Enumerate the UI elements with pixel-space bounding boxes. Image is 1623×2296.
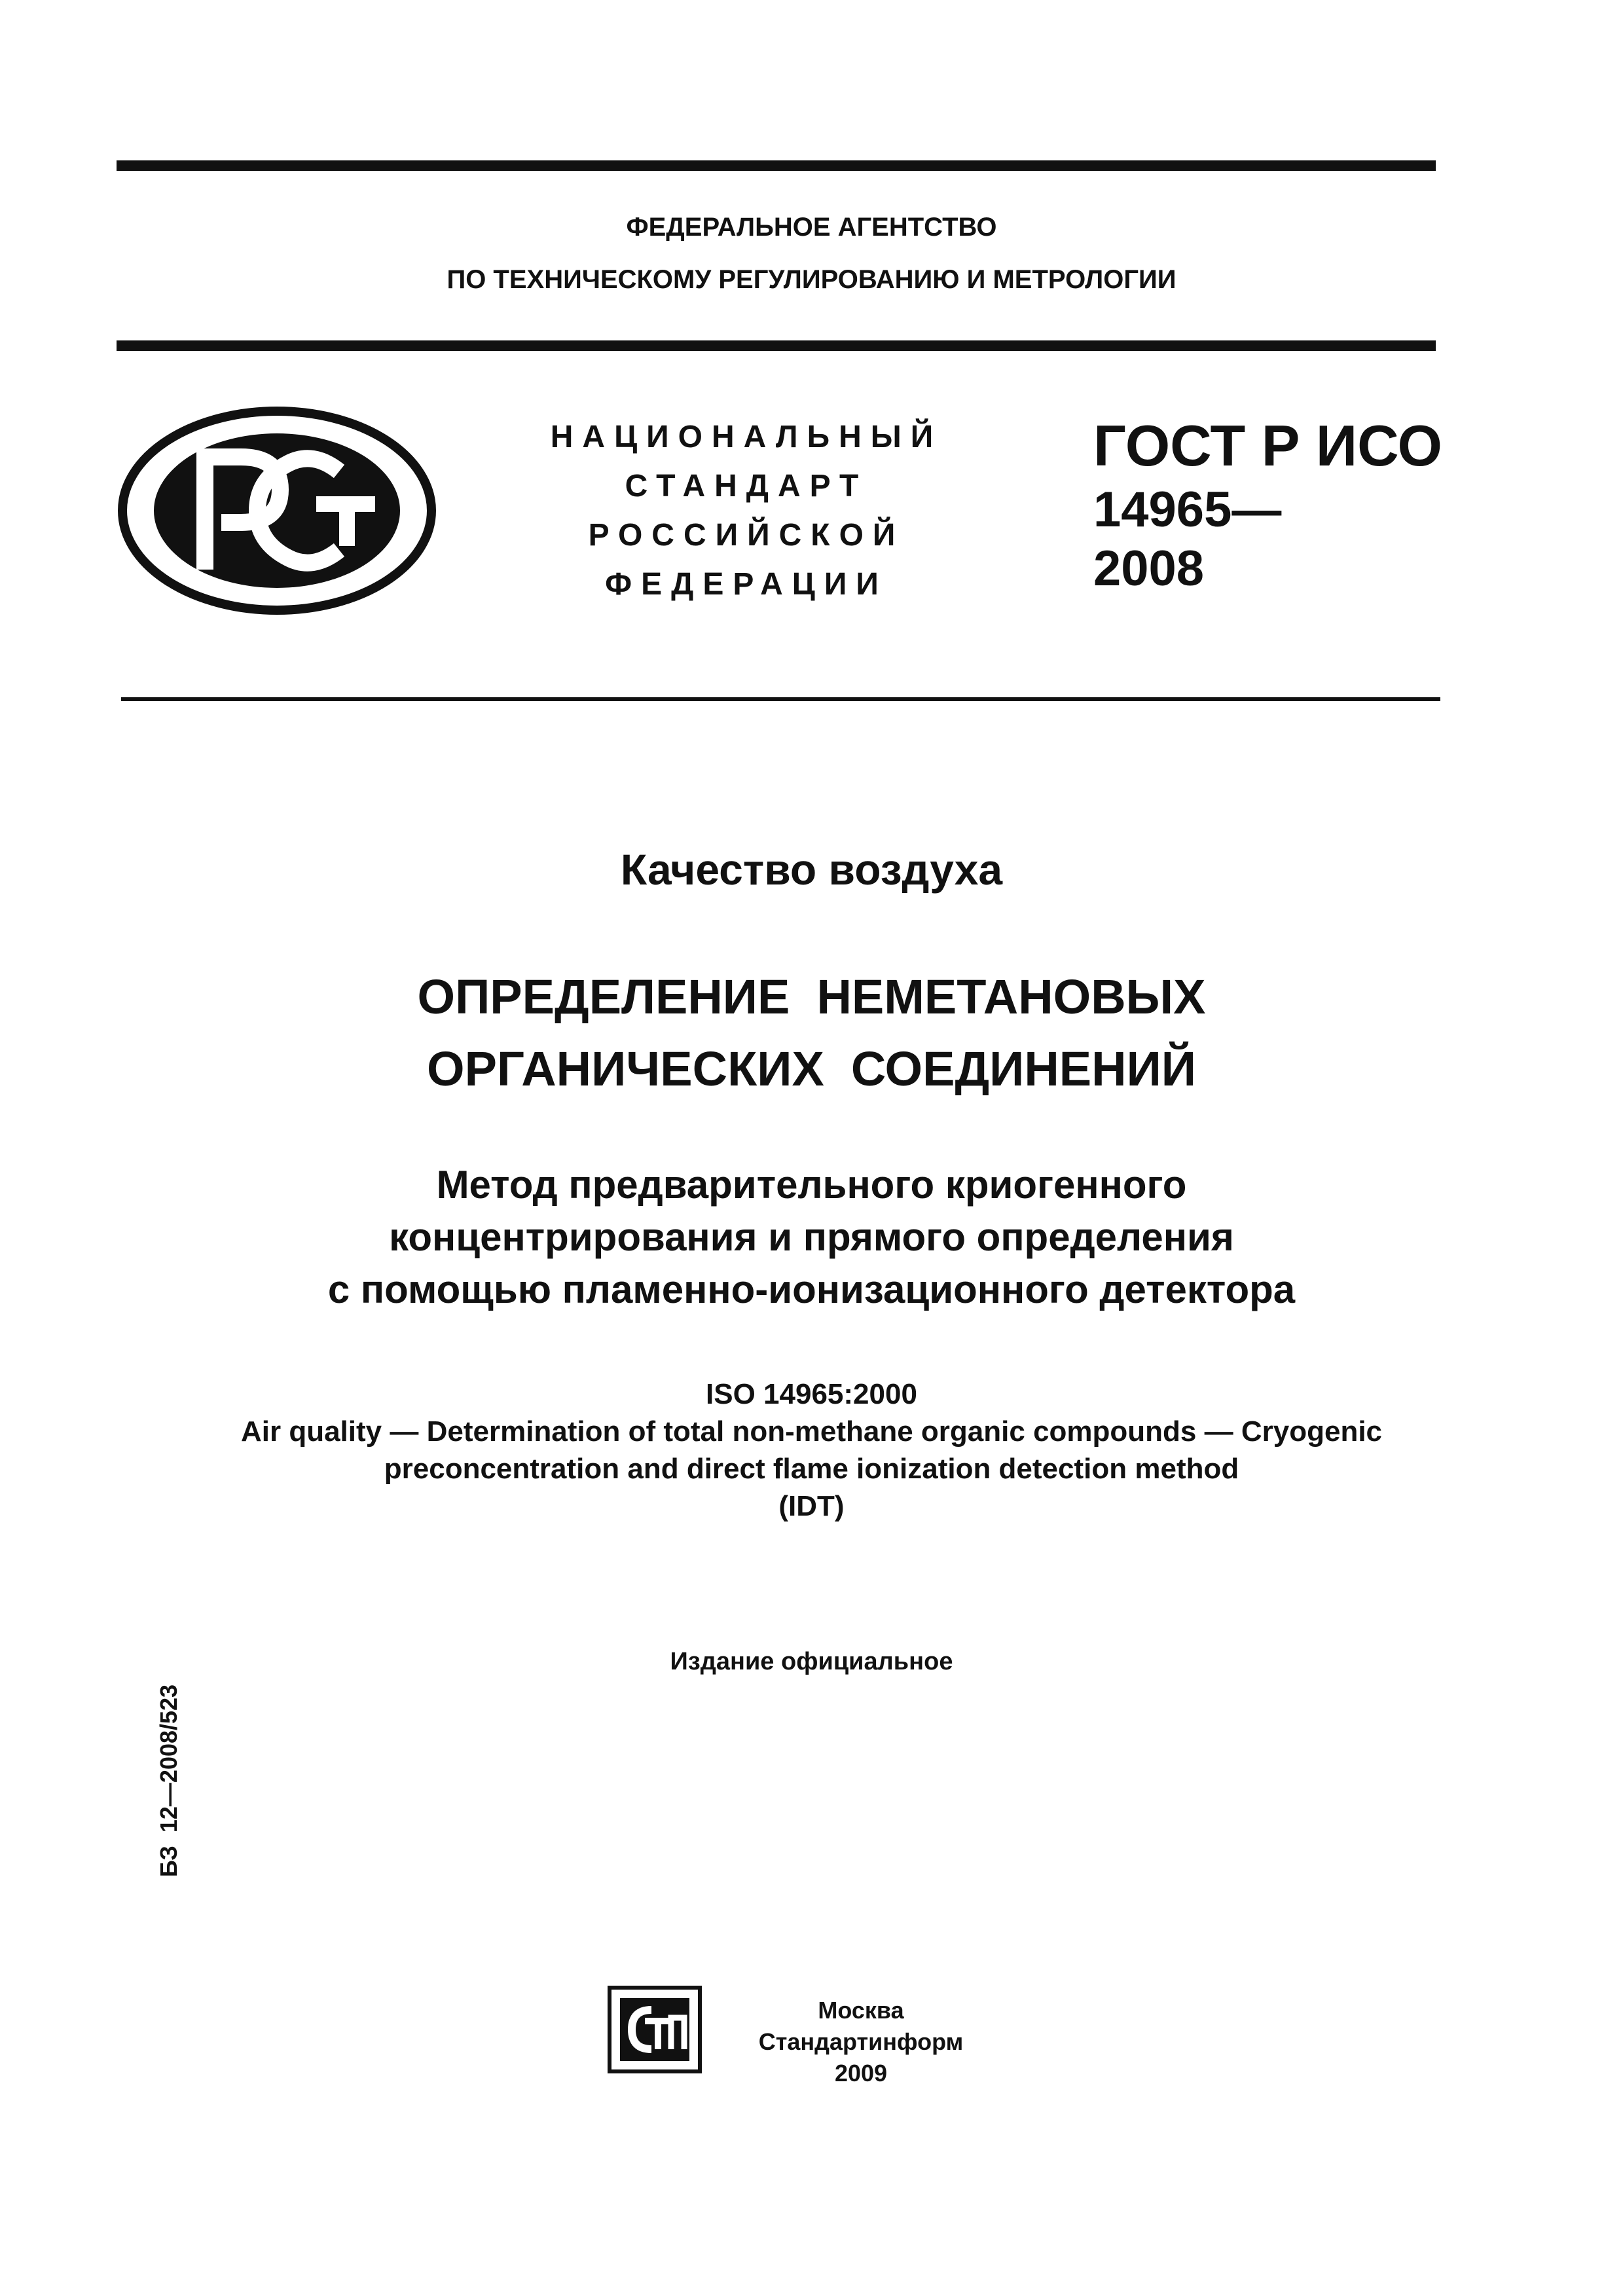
designation-rule <box>121 697 1440 701</box>
title-main-line2: ОРГАНИЧЕСКИХ СОЕДИНЕНИЙ <box>427 1042 1196 1096</box>
subtitle-line2: концентрирования и прямого определения <box>389 1215 1234 1259</box>
side-code: БЗ 12—2008/523 <box>155 1684 182 1878</box>
publisher-name: Стандартинформ <box>758 2028 964 2055</box>
subtitle-line1: Метод предварительного криогенного <box>436 1163 1187 1207</box>
designation-line2: 14965— <box>1093 482 1282 538</box>
header-rule <box>117 340 1436 351</box>
standartinform-logo-icon <box>606 1984 704 2075</box>
national-standard-line1: НАЦИОНАЛЬНЫЙ <box>550 420 943 454</box>
designation-line3: 2008 <box>1093 541 1205 596</box>
designation-line1: ГОСТ Р ИСО <box>1093 413 1442 478</box>
rst-mark-icon <box>117 406 437 615</box>
iso-title-line1: Air quality — Determination of total non-methane organic compounds — Cryogenic <box>240 1415 1383 1448</box>
iso-title-line2: preconcentration and direct flame ionization detection method <box>384 1453 1239 1485</box>
title-air-quality: Качество воздуха <box>620 845 1003 894</box>
agency-name-line2: ПО ТЕХНИЧЕСКОМУ РЕГУЛИРОВАНИЮ И МЕТРОЛОГИИ <box>447 265 1176 294</box>
national-standard-line4: ФЕДЕРАЦИИ <box>605 567 888 602</box>
publisher-year: 2009 <box>834 2060 888 2086</box>
agency-name-line1: ФЕДЕРАЛЬНОЕ АГЕНТСТВО <box>626 213 997 242</box>
top-rule <box>117 160 1436 171</box>
iso-idt: (IDT) <box>778 1490 845 1522</box>
official-edition: Издание официальное <box>670 1648 953 1675</box>
national-standard-line2: СТАНДАРТ <box>625 469 868 503</box>
national-standard-line3: РОССИЙСКОЙ <box>588 518 905 553</box>
subtitle-line3: с помощью пламенно-ионизационного детектора <box>327 1267 1296 1311</box>
title-main-line1: ОПРЕДЕЛЕНИЕ НЕМЕТАНОВЫХ <box>417 970 1206 1024</box>
publisher-city: Москва <box>818 1997 904 2024</box>
iso-number: ISO 14965:2000 <box>706 1378 917 1410</box>
